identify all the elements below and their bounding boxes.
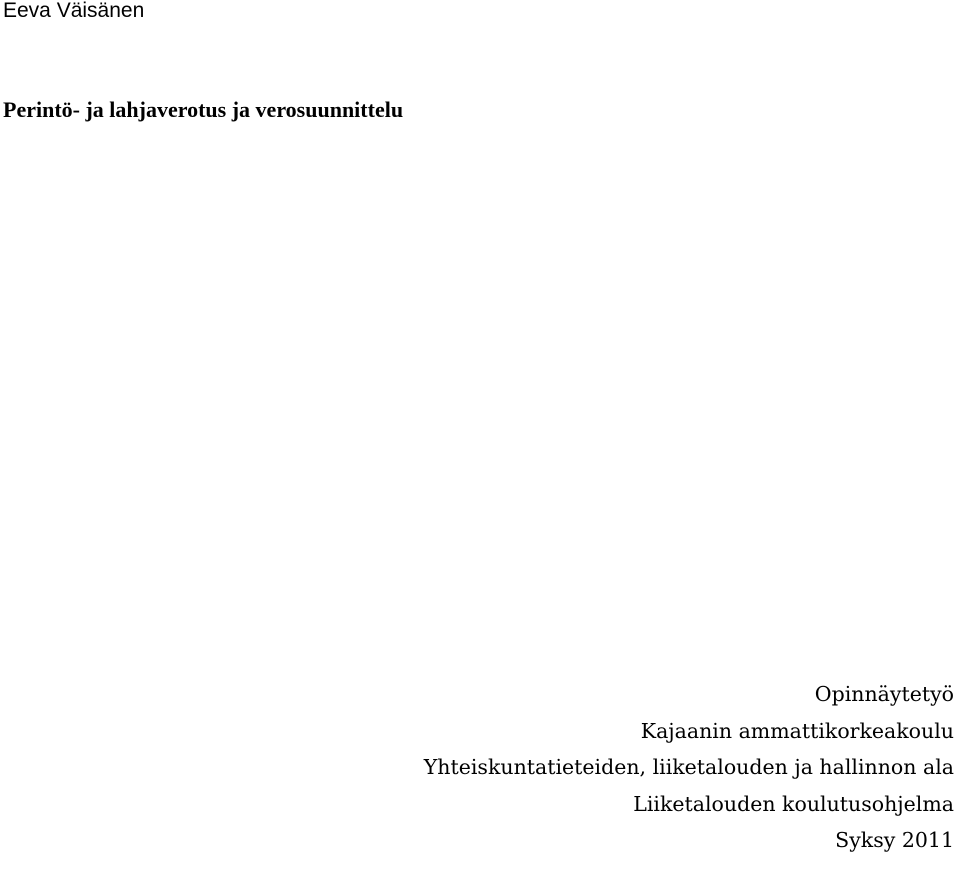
date-label: Syksy 2011 — [835, 828, 954, 852]
thesis-info-block — [254, 676, 954, 859]
programme-name: Liiketalouden koulutusohjelma — [633, 791, 954, 816]
school-name: Kajaanin ammattikorkeakoulu — [640, 718, 954, 743]
document-type: Opinnäytetyö — [814, 682, 954, 706]
thesis-title: Perintö- ja lahjaverotus ja verosuunnittelu — [3, 97, 404, 122]
author-name: Eeva Väisänen — [3, 0, 145, 22]
faculty-name: Yhteiskuntatieteiden, liiketalouden ja hallinnon ala — [423, 755, 954, 779]
